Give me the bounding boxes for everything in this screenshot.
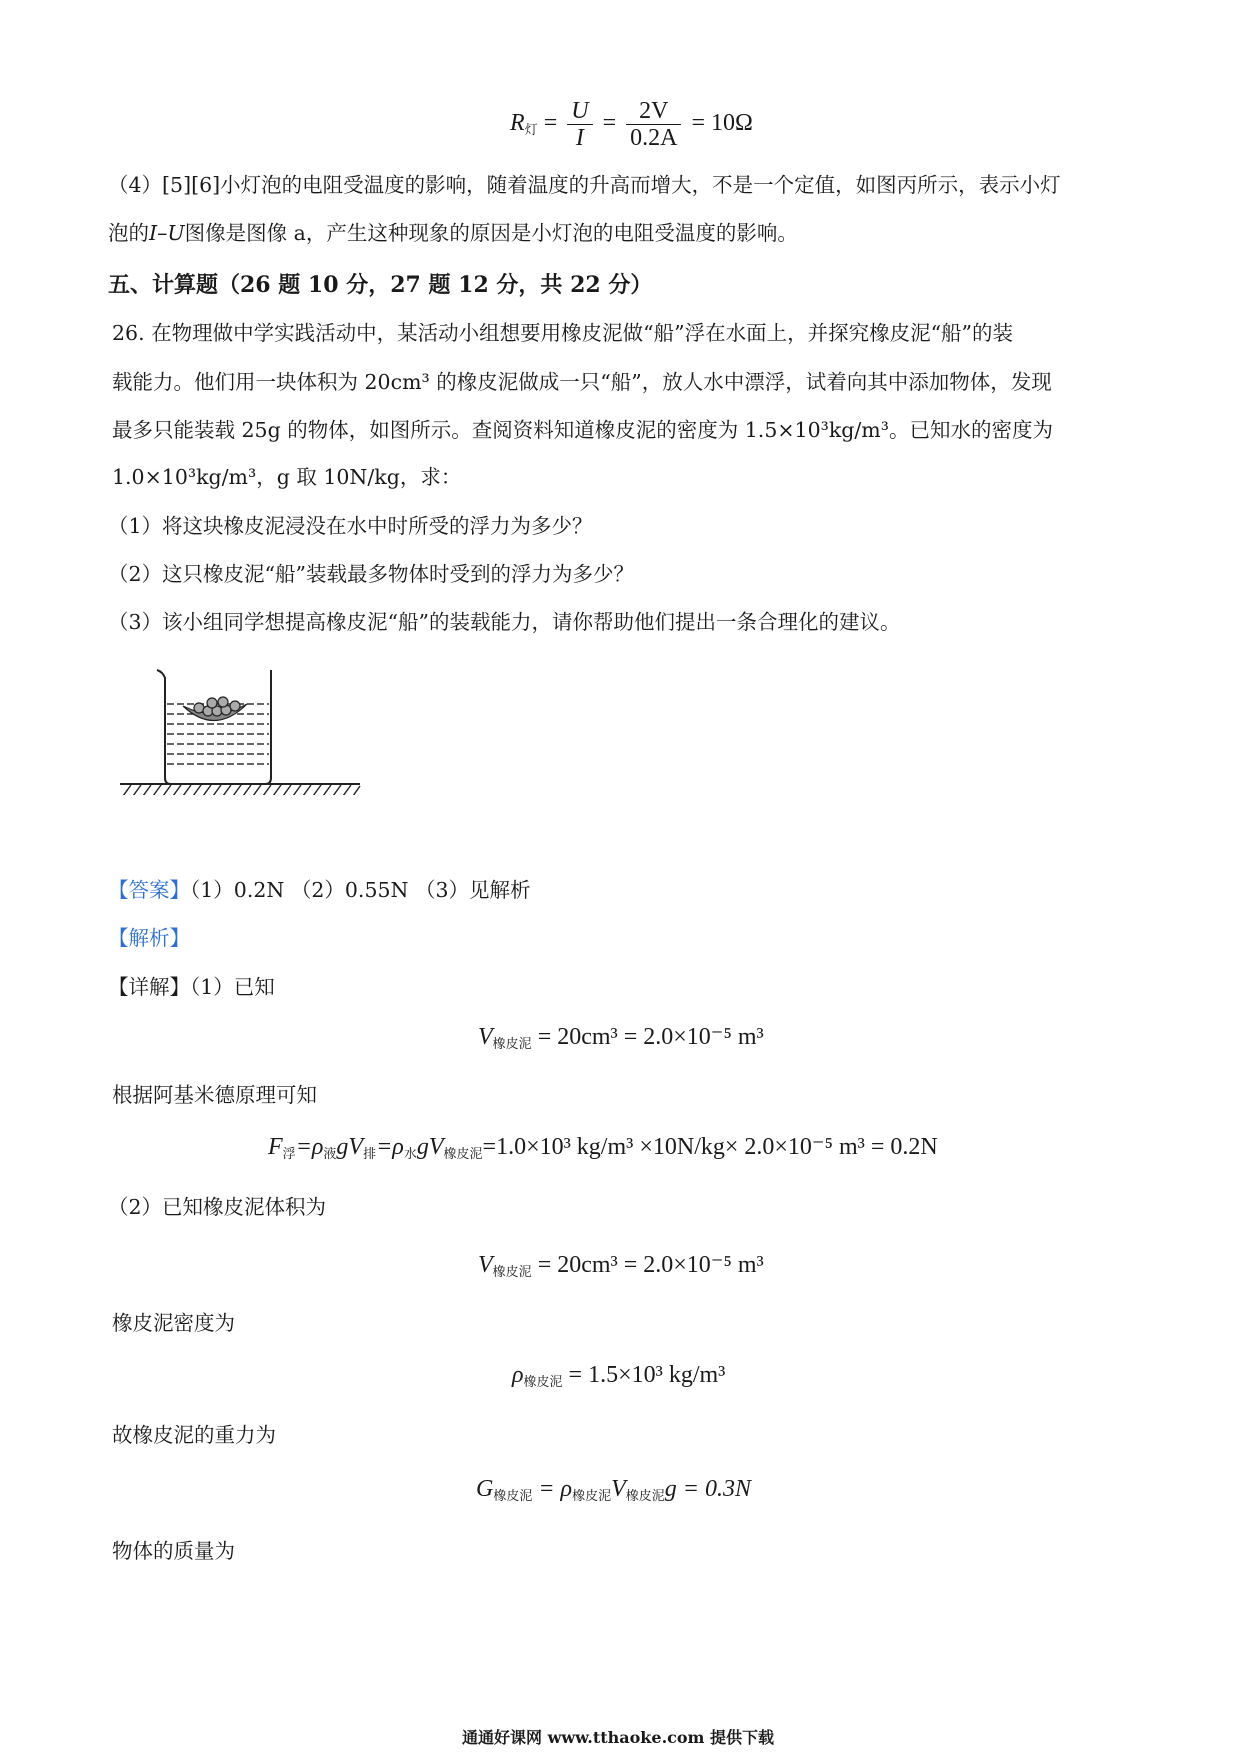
sub-clay: 橡皮泥 [492, 1265, 532, 1280]
answer-line [108, 875, 531, 905]
sub-clay: 橡皮泥 [443, 1147, 483, 1162]
text-part-2: （2）已知橡皮泥体积为 [108, 1195, 327, 1219]
equation-value: = 20cm³ = 2.0×10⁻⁵ m³ [537, 1252, 764, 1278]
question-26-line4: 1.0×10³kg/m³，g 取 10N/kg，求： [112, 465, 462, 489]
symbol-v: V [611, 1476, 626, 1502]
symbol-rho: ρ [512, 1362, 524, 1388]
sub-clay: 橡皮泥 [492, 1037, 532, 1052]
equation-volume-1 [478, 1022, 764, 1052]
equation-gravity [476, 1476, 751, 1504]
sub-float: 浮 [282, 1147, 296, 1162]
symbol-f: F [268, 1134, 283, 1160]
equation-value: = 20cm³ = 2.0×10⁻⁵ m³ [537, 1024, 764, 1050]
numerator-2v: 2V [626, 98, 681, 125]
sub-liquid: 液 [323, 1147, 337, 1162]
symbol-rho: = ρ [538, 1476, 573, 1502]
sub-displaced: 排 [363, 1147, 377, 1162]
equation-value: g = 0.3N [664, 1476, 751, 1502]
symbol-rho-liquid: =ρ [295, 1134, 324, 1160]
text-archimedes: 根据阿基米德原理可知 [112, 1083, 317, 1107]
equation-value: =1.0×10³ kg/m³ ×10N/kg× 2.0×10⁻⁵ m³ = 0.2N [482, 1134, 938, 1160]
beaker-outline [157, 670, 271, 784]
text-gravity: 故橡皮泥的重力为 [112, 1423, 276, 1447]
symbol-g: G [476, 1476, 494, 1502]
equation-result: = 10Ω [691, 110, 753, 137]
sub-clay: 橡皮泥 [572, 1489, 612, 1504]
text-density: 橡皮泥密度为 [112, 1311, 235, 1335]
detail-tag: 【详解】 [108, 975, 190, 999]
sub-clay: 橡皮泥 [625, 1489, 665, 1504]
section-title: 五、计算题（26 题 10 分，27 题 12 分，共 22 分） [108, 272, 653, 298]
symbol-v: V [478, 1024, 493, 1050]
sub-water: 水 [403, 1147, 417, 1162]
equation-buoyancy [268, 1132, 938, 1162]
sub-clay: 橡皮泥 [523, 1375, 563, 1390]
fraction-u-over-i [567, 98, 592, 151]
symbol-gv: gV [336, 1134, 364, 1160]
footer-source: 通通好课网 www.tthaoke.com 提供下载 [462, 1728, 775, 1747]
symbol-gv-clay: gV [416, 1134, 444, 1160]
equation-density [512, 1362, 725, 1390]
text-mass: 物体的质量为 [112, 1539, 235, 1563]
answer-tag: 【答案】 [108, 878, 190, 902]
denominator-i: I [575, 125, 584, 151]
detail-text: （1）已知 [190, 975, 275, 999]
ground-hatch [123, 785, 360, 795]
analysis-tag: 【解析】 [108, 926, 190, 950]
answer-text: （1）0.2N （2）0.55N （3）见解析 [190, 878, 531, 902]
question-26-line3: 最多只能装载 25g 的物体，如图所示。查阅资料知道橡皮泥的密度为 1.5×10³kg/m³。已知水的密度为 [112, 418, 1053, 442]
symbol-r: R [510, 110, 525, 137]
text-graph-a: 图像是图像 a，产生这种现象的原因是小灯泡的电阻受温度的影响。 [184, 221, 798, 245]
question-26-sub1: （1）将这块橡皮泥浸没在水中时所受的浮力为多少？ [108, 514, 593, 538]
denominator-02a: 0.2A [630, 125, 678, 151]
equation-value: = 1.5×10³ kg/m³ [568, 1362, 726, 1388]
sub-clay: 橡皮泥 [493, 1489, 533, 1504]
sub-lamp: 灯 [524, 123, 538, 139]
question-26-sub3: （3）该小组同学想提高橡皮泥“船”的装载能力，请你帮助他们提出一条合理化的建议。 [108, 610, 901, 634]
question-26-line1: 26. 在物理做中学实践活动中，某活动小组想要用橡皮泥做“船”浮在水面上，并探究橡皮泥“船”的装 [112, 321, 1014, 345]
question-26-sub2: （2）这只橡皮泥“船”装载最多物体时受到的浮力为多少？ [108, 562, 635, 586]
symbol-rho-water: =ρ [376, 1134, 404, 1160]
fraction-values [626, 98, 681, 151]
numerator-u: U [567, 98, 592, 125]
equation-volume-2 [478, 1250, 764, 1280]
symbol-v: V [478, 1252, 493, 1278]
paragraph-4-line2 [108, 218, 798, 248]
text-iu: I–U [149, 221, 185, 245]
text-pao-de: 泡的 [108, 221, 149, 245]
beaker-figure [115, 660, 365, 795]
equation-lamp-resistance: $R_灯$ = $\frac{U}{I}$ = $\frac{2V}{0.2A}$ = 10Ω [510, 98, 753, 151]
paragraph-4-line1: （4）[5][6]小灯泡的电阻受温度的影响，随着温度的升高而增大，不是一个定值，如图丙所示，表示小灯 [108, 173, 1061, 197]
question-26-line2: 载能力。他们用一块体积为 20cm³ 的橡皮泥做成一只“船”，放人水中漂浮，试着向其中添加物体，发现 [112, 370, 1052, 394]
detail-line [108, 972, 275, 1002]
